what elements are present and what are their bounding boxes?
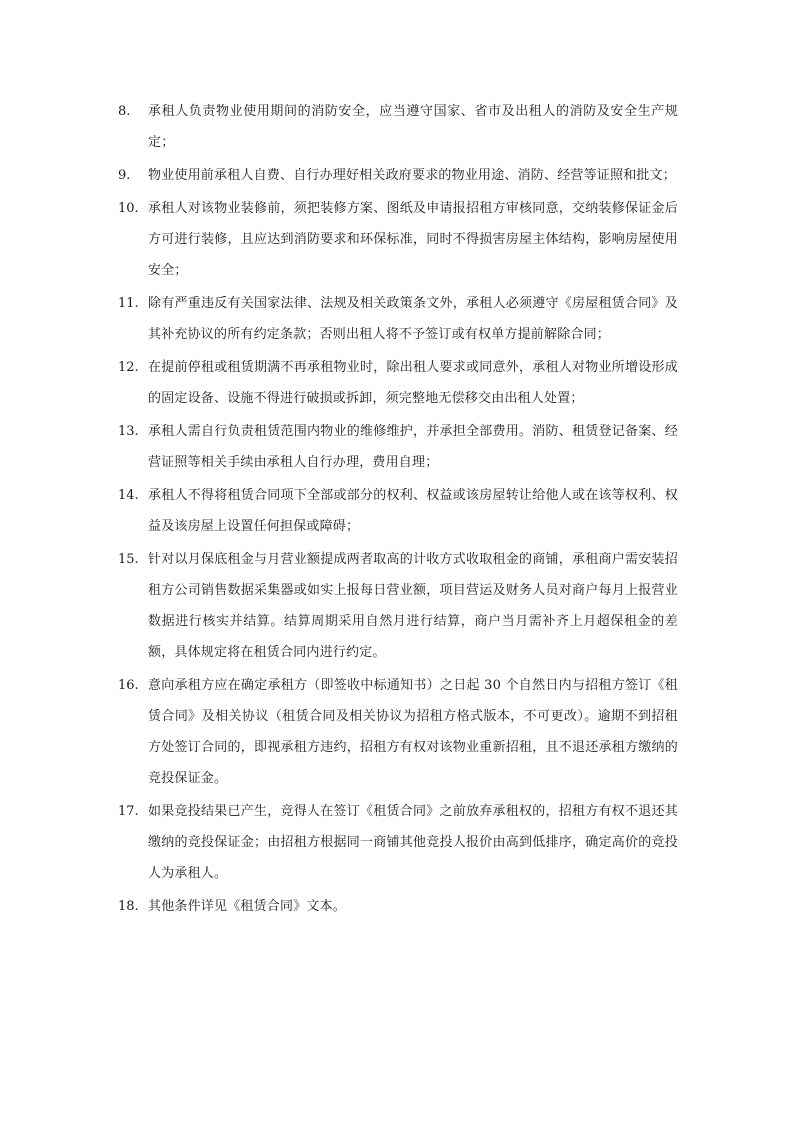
clause-14 xyxy=(0,480,794,542)
clause-12 xyxy=(0,352,794,414)
clause-text: 在提前停租或租赁期满不再承租物业时，除出租人要求或同意外，承租人对物业所增设形成的固定设备、设施不得进行破损或拆卸，须完整地无偿移交由出租人处置； xyxy=(148,360,678,406)
clause-list xyxy=(0,96,794,924)
clause-text: 承租人负责物业使用期间的消防安全，应当遵守国家、省市及出租人的消防及安全生产规定； xyxy=(148,104,678,150)
clause-17 xyxy=(0,796,794,889)
clause-text: 其他条件详见《租赁合同》文本。 xyxy=(148,899,347,914)
clause-18 xyxy=(0,891,794,922)
clause-13 xyxy=(0,416,794,478)
clause-15 xyxy=(0,544,794,668)
clause-number: 12. xyxy=(118,360,139,375)
clause-number: 14. xyxy=(118,488,139,503)
clause-text: 承租人对该物业装修前，须把装修方案、图纸及申请报招租方审核同意，交纳装修保证金后方可进行装修，且应达到消防要求和环保标准，同时不得损害房屋主体结构，影响房屋使用安全； xyxy=(148,201,678,278)
clause-16 xyxy=(0,670,794,794)
clause-text: 承租人需自行负责租赁范围内物业的维修维护，并承担全部费用。消防、租赁登记备案、经营证照等相关手续由承租人自行办理，费用自理； xyxy=(148,424,678,470)
clause-text: 针对以月保底租金与月营业额提成两者取高的计收方式收取租金的商铺，承租商户需安装招租方公司销售数据采集器或如实上报每日营业额，项目营运及财务人员对商户每月上报营业数据进行核实并结算。结算周期采用自然月进行结算，商户当月需补齐上月超保租金的差额，具体规定将在租赁合同内进行约定。 xyxy=(148,552,678,660)
clause-8 xyxy=(0,96,794,158)
clause-9 xyxy=(0,160,794,191)
clause-number: 15. xyxy=(118,552,139,567)
clause-text: 如果竞投结果已产生，竞得人在签订《租赁合同》之前放弃承租权的，招租方有权不退还其缴纳的竞投保证金；由招租方根据同一商铺其他竞投人报价由高到低排序，确定高价的竞投人为承租人。 xyxy=(148,804,678,881)
clause-number: 17. xyxy=(118,804,139,819)
clause-11 xyxy=(0,288,794,350)
clause-text: 承租人不得将租赁合同项下全部或部分的权利、权益或该房屋转让给他人或在该等权利、权益及该房屋上设置任何担保或障碍； xyxy=(148,488,678,534)
clause-text: 物业使用前承租人自费、自行办理好相关政府要求的物业用途、消防、经营等证照和批文； xyxy=(148,168,677,183)
clause-number: 11. xyxy=(118,296,139,311)
clause-number: 8. xyxy=(118,104,131,119)
clause-number: 13. xyxy=(118,424,139,439)
clause-text: 意向承租方应在确定承租方（即签收中标通知书）之日起 30 个自然日内与招租方签订《租赁合同》及相关协议（租赁合同及相关协议为招租方格式版本，不可更改）。逾期不到招租方处签订合同的，即视承租方违约，招租方有权对该物业重新招租，且不退还承租方缴纳的竞投保证金。 xyxy=(148,678,678,786)
clause-number: 10. xyxy=(118,201,139,216)
clause-text: 除有严重违反有关国家法律、法规及相关政策条文外，承租人必须遵守《房屋租赁合同》及其补充协议的所有约定条款；否则出租人将不予签订或有权单方提前解除合同； xyxy=(148,296,678,342)
clause-number: 9. xyxy=(118,168,131,183)
clause-number: 18. xyxy=(118,899,139,914)
clause-10 xyxy=(0,193,794,286)
clause-number: 16. xyxy=(118,678,139,693)
